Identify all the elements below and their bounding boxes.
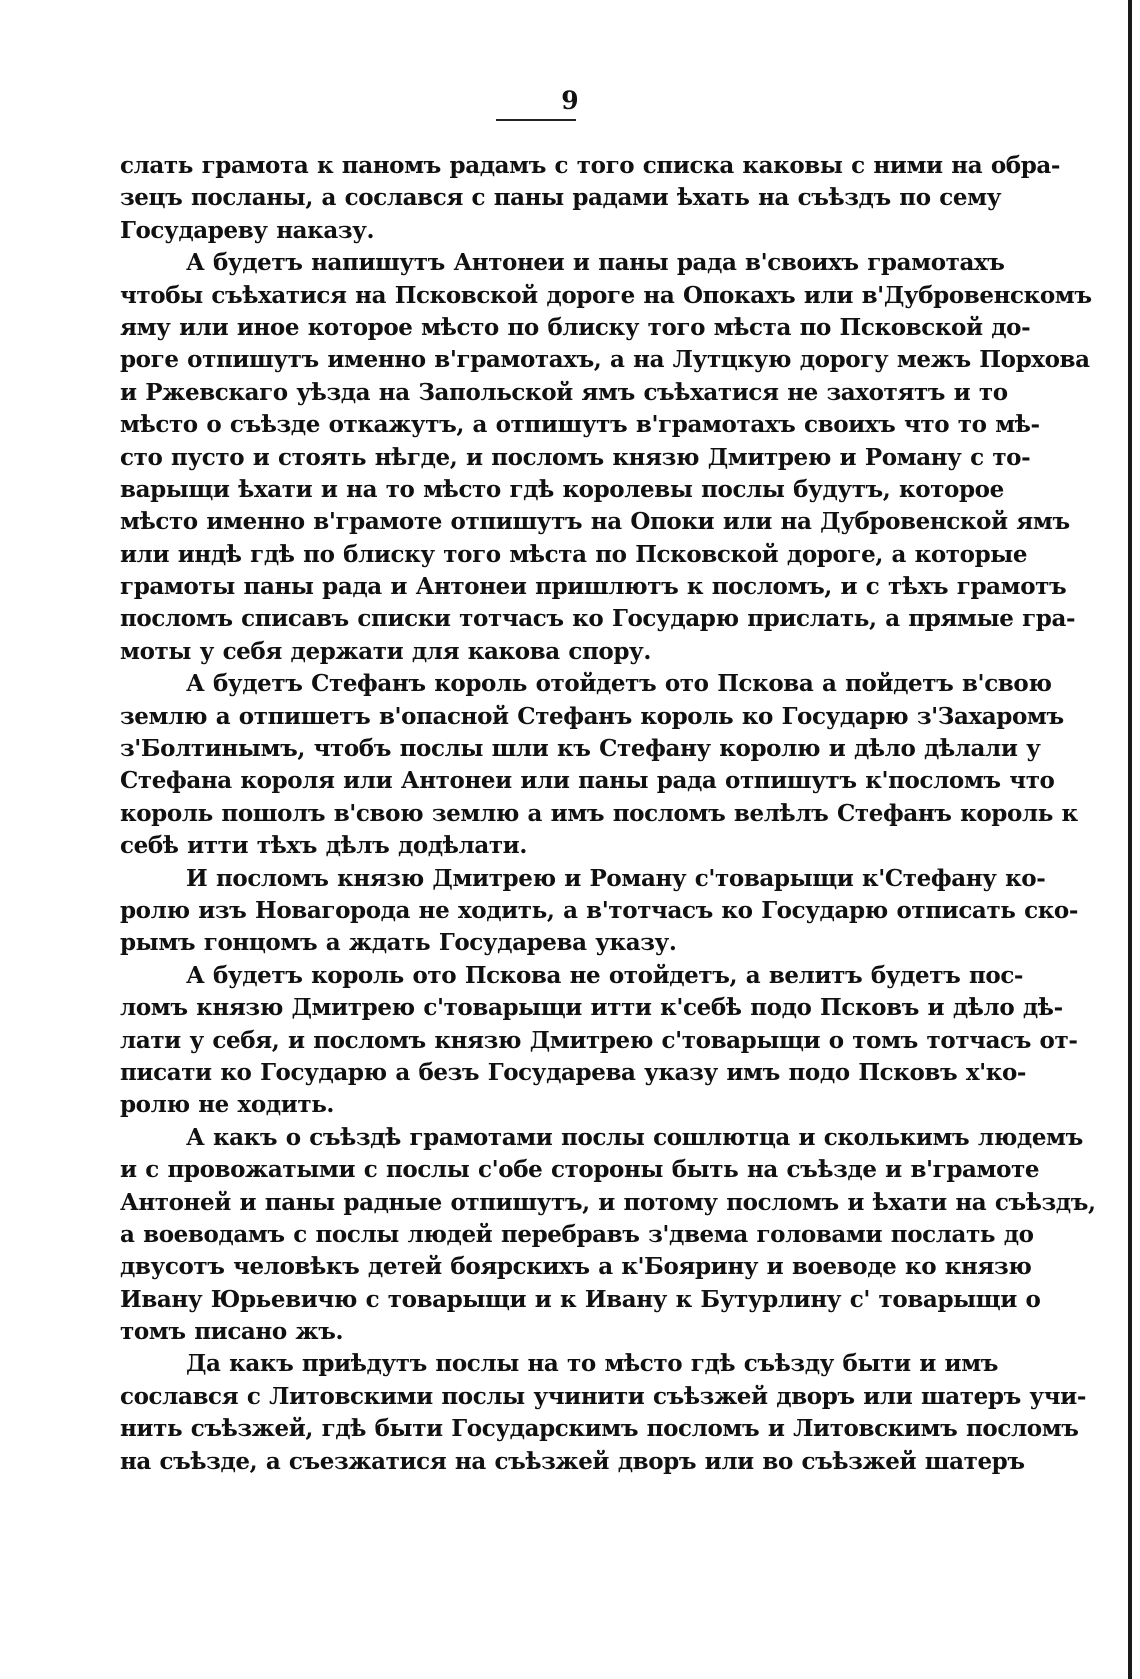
text-line: землю а отпишетъ в'опасной Стефанъ король ко Государю з'Захаромъ [120,702,1064,730]
text-line: рымъ гонцомъ а ждать Государева указу. [120,929,677,957]
text-line: слать грамота к паномъ радамъ с того списка каковы с ними на обра- [120,152,1061,179]
text-line: сослався с Литовскими послы учинити съѣзжей дворъ или шатеръ учи- [120,1382,1086,1410]
text-line: Антоней и паны радные отпишутъ, и потому посломъ и ѣхати на съѣздъ, [120,1188,1096,1216]
text-line: ломъ князю Дмитрею с'товарыщи итти к'себѣ подо Псковъ и дѣло дѣ- [120,994,1063,1022]
text-line: мѣсто о съѣзде откажутъ, а отпишутъ в'грамотахъ своихъ что то мѣ- [120,411,1040,439]
page-number-rule [496,119,576,121]
text-line: А будетъ король ото Пскова не отойдетъ, а велитъ будетъ пос- [186,961,1024,989]
text-line: посломъ списавъ списки тотчасъ ко Государю прислать, а прямые гра- [120,605,1076,633]
body-text [120,150,1096,1478]
text-line: грамоты паны рада и Антонеи пришлютъ к посломъ, и с тѣхъ грамотъ [120,573,1067,601]
text-line: Да какъ приѣдутъ послы на то мѣсто гдѣ съѣзду быти и имъ [186,1350,999,1378]
text-line: Ивану Юрьевичю с товарыщи и к Ивану к Бутурлину с' товарыщи о [120,1285,1041,1313]
text-line: нить съѣзжей, гдѣ быти Государскимъ посломъ и Литовскимъ посломъ [120,1415,1079,1443]
paragraph [120,1348,1086,1478]
text-line: лати у себя, и посломъ князю Дмитрею с'товарыщи о томъ тотчасъ от- [120,1026,1078,1054]
paragraph [120,960,1078,1122]
text-line: зецъ посланы, а сослався с паны радами ѣхать на съѣздъ по сему [120,184,1002,212]
text-line: а воеводамъ с послы людей перебравъ з'двема головами послать до [120,1220,1034,1248]
text-line: А будетъ напишутъ Антонеи и паны рада в'своихъ грамотахъ [186,249,1005,277]
text-line: моты у себя держати для какова спору. [120,637,651,665]
paragraph [120,150,1061,247]
text-line: Стефана короля или Антонеи или паны рада отпишутъ к'посломъ что [120,767,1055,795]
text-line: роге отпишутъ именно в'грамотахъ, а на Лутцкую дорогу межъ Порхова [120,346,1090,374]
text-line: А будетъ Стефанъ король отойдетъ ото Пскова а пойдетъ в'свою [186,670,1052,698]
text-line: Государеву наказу. [120,216,375,244]
text-line: на съѣзде, а съезжатися на съѣзжей дворъ или во съѣзжей шатеръ [120,1447,1025,1475]
text-line: ролю не ходить. [120,1091,335,1119]
text-line: мѣсто именно в'грамоте отпишутъ на Опоки или на Дубровенской ямъ [120,508,1070,536]
text-line: чтобы съѣхатися на Псковской дороге на Опокахъ или в'Дубровенскомъ [120,281,1092,309]
paragraph [120,247,1092,668]
text-line: сто пусто и стоять нѣгде, и посломъ князю Дмитрею и Роману с то- [120,443,1031,471]
page-number: 9 [561,86,579,115]
text-line: ролю изъ Новагорода не ходить, а в'тотчасъ ко Государю отписать ско- [120,896,1079,924]
text-line: и Ржевскаго уѣзда на Запольской ямъ съѣхатися не захотятъ и то [120,378,1008,406]
text-line: з'Болтинымъ, чтобъ послы шли къ Стефану королю и дѣло дѣлали у [120,735,1041,763]
text-line: варыщи ѣхати и на то мѣсто гдѣ королевы послы будутъ, которое [120,475,1004,503]
text-line: король пошолъ в'свою землю а имъ посломъ велѣлъ Стефанъ король к [120,799,1078,827]
paragraph [120,1122,1096,1349]
text-line: и с провожатыми с послы с'обе стороны быть на съѣзде и в'грамоте [120,1156,1040,1184]
text-line: или индѣ гдѣ по блиску того мѣста по Псковской дороге, а которые [120,540,1028,568]
text-line: томъ писано жъ. [120,1318,344,1346]
text-line: писати ко Государю а безъ Государева указу имъ подо Псковъ х'ко- [120,1058,1027,1086]
paragraph [120,668,1078,862]
text-line: яму или иное которое мѣсто по блиску того мѣста по Псковской до- [120,313,1031,341]
text-line: А какъ о съѣздѣ грамотами послы сошлютца и сколькимъ людемъ [186,1123,1083,1151]
paragraph [120,863,1079,960]
text-line: себѣ итти тѣхъ дѣлъ додѣлати. [120,832,527,860]
scan-right-edge [1128,0,1132,1679]
text-line: И посломъ князю Дмитрею и Роману с'товарыщи к'Стефану ко- [186,864,1046,892]
text-line: двусотъ человѣкъ детей боярскихъ а к'Боярину и воеводе ко князю [120,1253,1032,1281]
